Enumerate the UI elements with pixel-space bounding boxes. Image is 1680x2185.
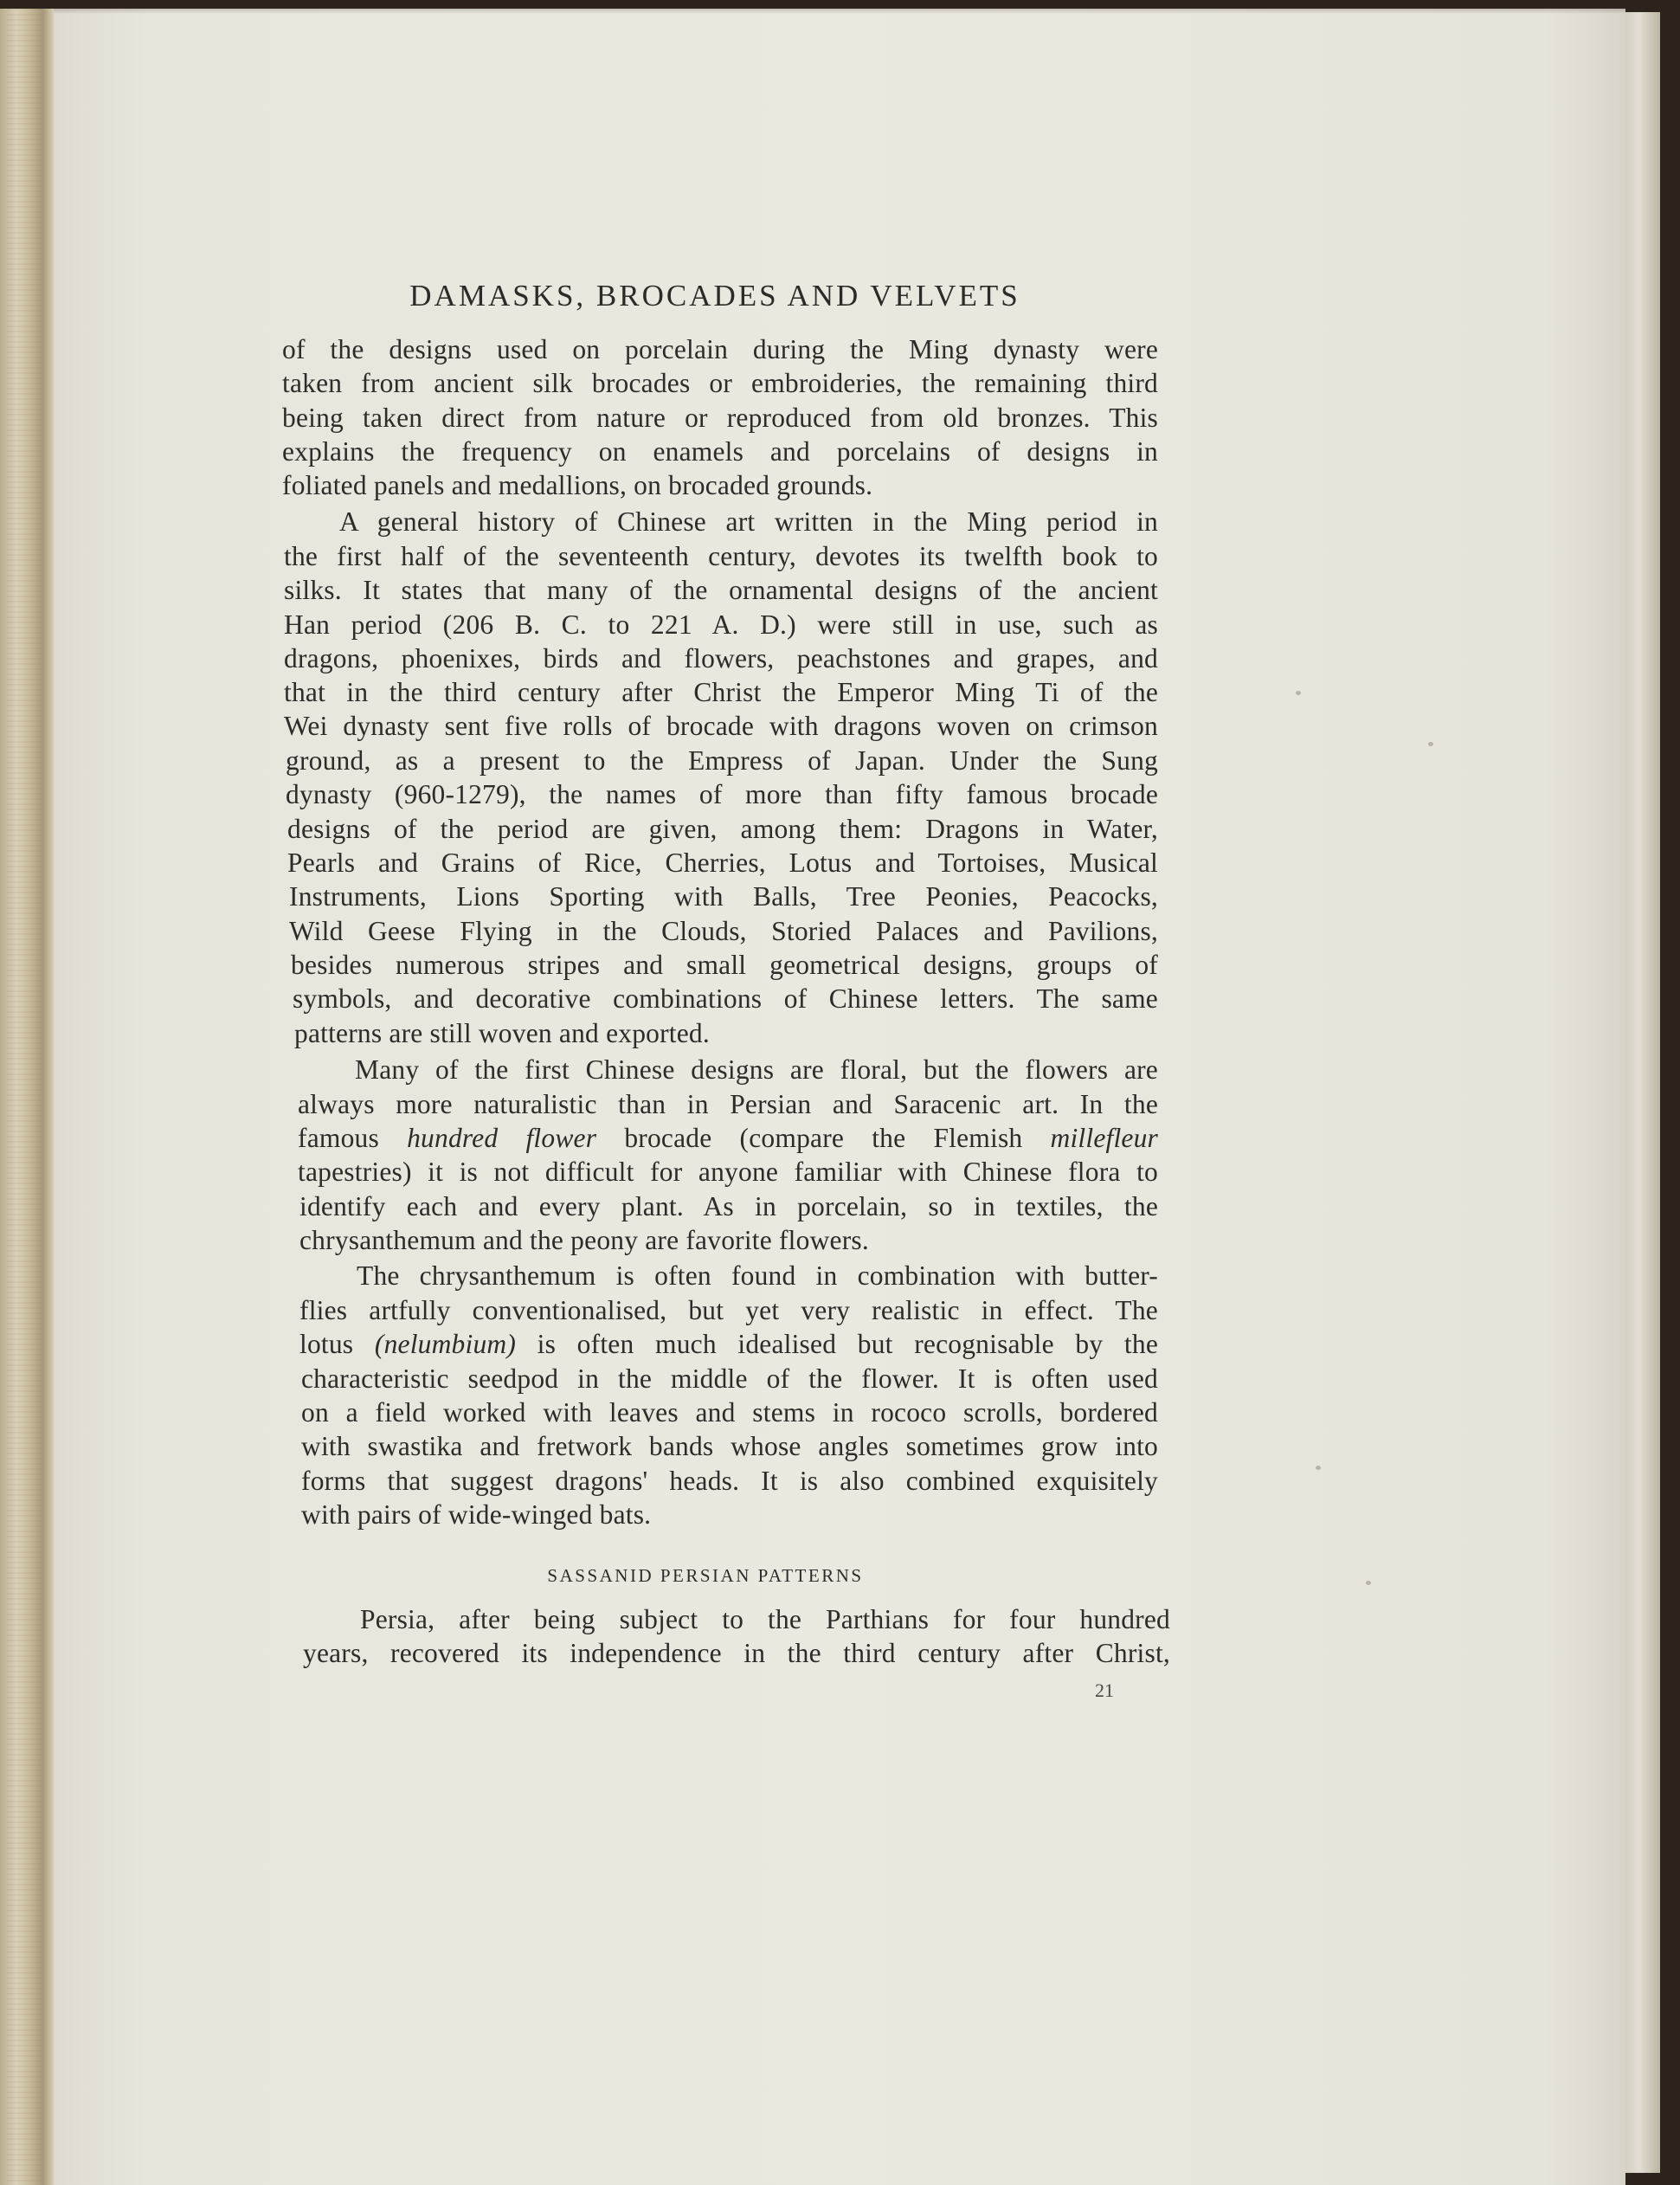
body-line: of the designs used on porcelain during the Ming dynasty were bbox=[282, 334, 1158, 364]
body-line: besides numerous stripes and small geometrical designs, groups of bbox=[291, 950, 1158, 980]
body-line: forms that suggest dragons' heads. It is also combined exquisitely bbox=[301, 1466, 1158, 1496]
italic-phrase: millefleur bbox=[1050, 1123, 1159, 1153]
paper-speck bbox=[1428, 742, 1433, 746]
paper-speck bbox=[1316, 1466, 1321, 1470]
body-line: always more naturalistic than in Persian and Saracenic art. In the bbox=[298, 1089, 1158, 1119]
body-line: years, recovered its independence in the third century after Christ, bbox=[303, 1638, 1170, 1668]
body-line: that in the third century after Christ the Emperor Ming Ti of the bbox=[284, 677, 1158, 707]
body-line: flies artfully conventionalised, but yet very realistic in effect. The bbox=[299, 1295, 1158, 1325]
body-line: Han period (206 B. C. to 221 A. D.) were still in use, such as bbox=[284, 609, 1158, 640]
section-heading: SASSANID PERSIAN PATTERNS bbox=[547, 1565, 864, 1586]
italic-phrase: hundred flower bbox=[407, 1123, 597, 1153]
body-line: Pearls and Grains of Rice, Cherries, Lotus and Tortoises, Musical bbox=[287, 848, 1158, 878]
paper-speck bbox=[1366, 1581, 1371, 1585]
body-line: identify each and every plant. As in porcelain, so in textiles, the bbox=[299, 1191, 1158, 1221]
top-shadow bbox=[54, 9, 1625, 14]
body-line: Instruments, Lions Sporting with Balls, Tree Peonies, Peacocks, bbox=[289, 881, 1158, 912]
body-line: characteristic seedpod in the middle of the flower. It is often used bbox=[301, 1363, 1158, 1394]
body-line: Wild Geese Flying in the Clouds, Storied Palaces and Pavilions, bbox=[289, 916, 1158, 946]
page-number: 21 bbox=[1095, 1679, 1114, 1701]
body-line-italic-mixed bbox=[299, 1331, 1158, 1358]
body-line: Many of the first Chinese designs are floral, but the flowers are bbox=[355, 1054, 1158, 1085]
body-line: chrysanthemum and the peony are favorite flowers. bbox=[299, 1225, 869, 1255]
running-head: DAMASKS, BROCADES AND VELVETS bbox=[409, 279, 1020, 313]
text-run: brocade (compare the Flemish bbox=[596, 1123, 1051, 1153]
italic-phrase: (nelumbium) bbox=[374, 1329, 517, 1359]
body-line: with swastika and fretwork bands whose angles sometimes grow into bbox=[301, 1431, 1158, 1461]
body-line: dragons, phoenixes, birds and flowers, peachstones and grapes, and bbox=[284, 643, 1158, 674]
body-line: A general history of Chinese art written in the Ming period in bbox=[339, 506, 1158, 537]
text-run: lotus bbox=[299, 1329, 375, 1359]
left-page-binding-edge bbox=[0, 9, 54, 2185]
body-line: taken from ancient silk brocades or embroideries, the remaining third bbox=[282, 368, 1158, 398]
body-line: the first half of the seventeenth century, devotes its twelfth book to bbox=[284, 541, 1158, 571]
body-line: dynasty (960-1279), the names of more than fifty famous brocade bbox=[286, 779, 1158, 809]
body-line: foliated panels and medallions, on brocaded grounds. bbox=[282, 470, 873, 500]
body-line: explains the frequency on enamels and porcelains of designs in bbox=[282, 436, 1158, 467]
body-line: with pairs of wide-winged bats. bbox=[301, 1499, 652, 1530]
text-run: famous bbox=[298, 1123, 408, 1153]
body-line: ground, as a present to the Empress of Japan. Under the Sung bbox=[286, 745, 1158, 776]
body-line: on a field worked with leaves and stems in rococo scrolls, bordered bbox=[301, 1397, 1158, 1428]
body-line: being taken direct from nature or reproduced from old bronzes. This bbox=[282, 403, 1158, 433]
body-line: tapestries) it is not difficult for anyone familiar with Chinese flora to bbox=[298, 1157, 1158, 1187]
text-run: is often much idealised but recognisable by the bbox=[516, 1329, 1158, 1359]
body-line: Wei dynasty sent five rolls of brocade with dragons woven on crimson bbox=[284, 711, 1158, 741]
right-page-edge bbox=[1625, 12, 1660, 2173]
body-line-italic-mixed bbox=[298, 1125, 1158, 1152]
body-line: patterns are still woven and exported. bbox=[294, 1018, 710, 1048]
body-line: designs of the period are given, among them: Dragons in Water, bbox=[287, 814, 1158, 844]
body-line: symbols, and decorative combinations of Chinese letters. The same bbox=[293, 983, 1158, 1014]
paper-speck bbox=[1296, 691, 1301, 695]
body-line: Persia, after being subject to the Parthians for four hundred bbox=[360, 1604, 1170, 1634]
body-line: The chrysanthemum is often found in combination with butter- bbox=[357, 1260, 1158, 1291]
body-line: silks. It states that many of the ornamental designs of the ancient bbox=[284, 575, 1158, 605]
